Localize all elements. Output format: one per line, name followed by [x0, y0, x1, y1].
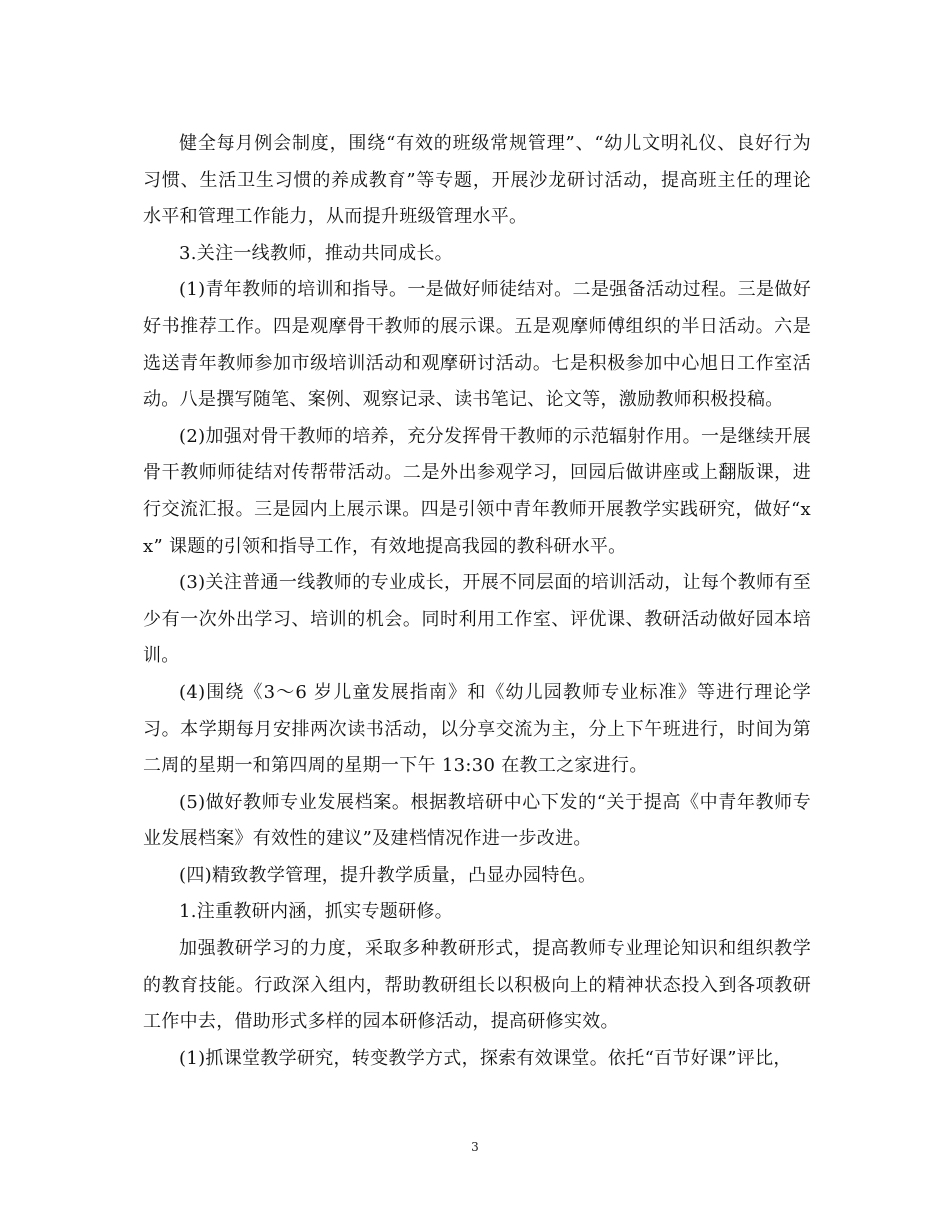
paragraph-theory-study: (4)围绕《3～6 岁儿童发展指南》和《幼儿园教师专业标准》等进行理论学习。本学期每月安排两次读书活动，以分享交流为主，分上下午班进行，时间为第二周的星期一和第四周的星期一下午 13:30 在教工之家进行。 [143, 681, 811, 777]
paragraph-heading-research: 1.注重教研内涵，抓实专题研修。 [179, 901, 453, 923]
paragraph-young-teacher-training: (1)青年教师的培训和指导。一是做好师徒结对。二是强备活动过程。三是做好好书推荐工作。四是观摩骨干教师的展示课。五是观摩师傅组织的半日活动。六是选送青年教师参加市级培训活动和观摩研讨活动。七是积极参加中心旭日工作室活动。八是撰写随笔、案例、观察记录、读书笔记、论文等，激励教师积极投稿。 [143, 279, 811, 411]
paragraph-ordinary-teacher-growth: (3)关注普通一线教师的专业成长，开展不同层面的培训活动，让每个教师有至少有一次外出学习、培训的机会。同时利用工作室、评优课、教研活动做好园本培训。 [143, 572, 811, 667]
paragraph-key-teacher-training: (2)加强对骨干教师的培养，充分发挥骨干教师的示范辐射作用。一是继续开展骨干教师师徒结对传帮带活动。二是外出参观学习，回园后做讲座或上翻版课，进行交流汇报。三是园内上展示课。四是引领中青年教师开展教学实践研究，做好“xx” 课题的引领和指导工作，有效地提高我园的教科研水平。 [143, 425, 811, 557]
paragraph-research-study: 加强教研学习的力度，采取多种教研形式，提高教师专业理论知识和组织教学的教育技能。行政深入组内，帮助教研组长以积极向上的精神状态投入到各项教研工作中去，借助形式多样的园本研修活动，提高研修实效。 [143, 938, 811, 1033]
paragraph-heading-teaching-management: (四)精致教学管理，提升教学质量，凸显办园特色。 [179, 864, 597, 886]
paragraph-monthly-meeting: 健全每月例会制度，围绕“有效的班级常规管理”、“幼儿文明礼仪、良好行为习惯、生活卫生习惯的养成教育”等专题，开展沙龙研讨活动，提高班主任的理论水平和管理工作能力，从而提升班级管理水平。 [143, 133, 811, 228]
paragraph-heading-frontline-teachers: 3.关注一线教师，推动共同成长。 [179, 242, 453, 264]
paragraph-development-archive: (5)做好教师专业发展档案。根据教培研中心下发的“关于提高《中青年教师专业发展档案》有效性的建议”及建档情况作进一步改进。 [143, 791, 811, 850]
paragraph-classroom-research: (1)抓课堂教学研究，转变教学方式，探索有效课堂。依托“百节好课”评比， [179, 1047, 792, 1069]
document-body [143, 126, 811, 1077]
page-number: 3 [471, 1140, 479, 1154]
